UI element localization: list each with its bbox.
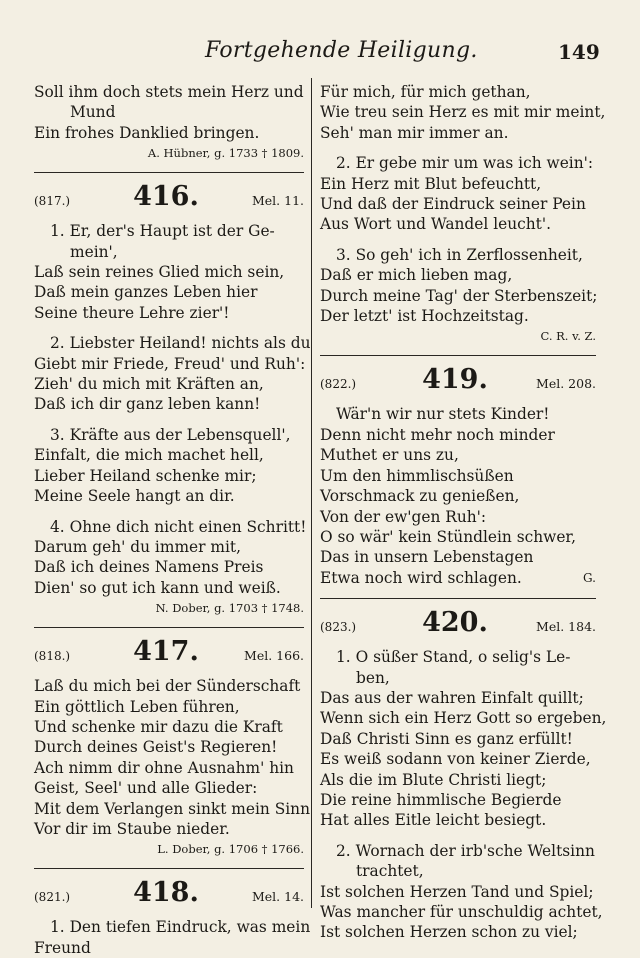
hymn-separator — [34, 627, 304, 628]
melody-reference: Mel. 166. — [244, 648, 304, 664]
verse-line: Soll ihm doch stets mein Herz und — [34, 83, 304, 101]
verse-line: Zieh' du mich mit Kräften an, — [34, 375, 264, 394]
verse-line: Lieber Heiland schenke mir; — [34, 466, 257, 485]
verse-line: Daß ich deines Namens Preis — [34, 558, 264, 577]
verse-line: Mund — [70, 103, 116, 122]
verse-line: 3. Kräfte aus der Lebensquell', — [50, 425, 291, 444]
hymn-separator — [320, 598, 596, 599]
verse-line: Dien' so gut ich kann und weiß. — [34, 578, 281, 597]
verse-line: Durch meine Tag' der Sterbenszeit; — [320, 286, 598, 305]
verse-line: trachtet, — [356, 862, 424, 881]
verse-line: Mit dem Verlangen sinkt mein Sinn — [34, 799, 311, 818]
verse-line: Als die im Blute Christi liegt; — [320, 770, 547, 789]
hymn-separator — [320, 355, 596, 356]
verse-line: 2. Wornach der irb'sche Weltsinn — [336, 841, 595, 860]
verse-line: Meine Seele hangt an dir. — [34, 487, 235, 506]
column-divider — [311, 78, 312, 908]
verse-line: Ist solchen Herzen Tand und Spiel; — [320, 882, 594, 901]
verse-line: Einfalt, die mich machet hell, — [34, 446, 264, 465]
melody-reference: Mel. 14. — [251, 889, 304, 905]
old-hymn-number: (817.) — [34, 194, 71, 209]
verse-line: 2. Er gebe mir um was ich wein': — [336, 154, 594, 173]
left-column — [34, 82, 311, 958]
carryover-hymn — [320, 82, 606, 345]
verse-line: 2. Liebster Heiland! nichts als du — [50, 334, 311, 353]
old-hymn-number: (823.) — [320, 620, 357, 635]
verse-line: 1. Den tiefen Eindruck, was mein — [50, 918, 311, 937]
hymn-420 — [320, 607, 607, 943]
hymn-header — [320, 607, 596, 647]
hymn-number: 418. — [133, 877, 199, 909]
verse-line: Giebt mir Friede, Freud' und Ruh': — [34, 354, 306, 373]
verse-line: Und daß der Eindruck seiner Pein — [320, 195, 586, 214]
hymn-418 — [34, 877, 311, 958]
verse-line: Freund — [34, 938, 91, 957]
hymn-header — [34, 877, 304, 917]
verse-line: Das in unsern Lebenstagen — [320, 548, 534, 567]
old-hymn-number: (818.) — [34, 649, 71, 664]
verse-line: Etwa noch wird schlagen. — [320, 568, 522, 587]
hymn-416 — [34, 181, 311, 617]
verse-line: O so wär' kein Stündlein schwer, — [320, 527, 576, 546]
verse-line: Daß ich dir ganz leben kann! — [34, 395, 261, 414]
verse-line: mein', — [70, 242, 118, 261]
verse-line: Das aus der wahren Einfalt quillt; — [320, 688, 584, 707]
old-hymn-number: (822.) — [320, 377, 357, 392]
right-column — [320, 82, 607, 943]
verse-line: Für mich, für mich gethan, — [320, 83, 531, 101]
hymn-number: 417. — [133, 636, 199, 668]
verse-line: Was mancher für unschuldig achtet, — [320, 903, 603, 921]
verse-line: Von der ew'gen Ruh': — [320, 507, 487, 526]
hymn-number: 416. — [133, 181, 199, 213]
verse-line: Hat alles Eitle leicht besiegt. — [320, 811, 547, 830]
verse-line: Es weiß sodann von keiner Zierde, — [320, 750, 591, 769]
verse-line: Daß mein ganzes Leben hier — [34, 283, 258, 302]
running-title: Fortgehende Heiligung. — [205, 38, 478, 63]
verse-line: 3. So geh' ich in Zerflossenheit, — [336, 245, 583, 264]
hymn-header — [34, 636, 304, 676]
verse-line: Die reine himmlische Begierde — [320, 790, 562, 809]
last-line-with-credit — [320, 568, 596, 588]
verse-line: Daß Christi Sinn es ganz erfüllt! — [320, 729, 573, 748]
verse-line: Der letzt' ist Hochzeitstag. — [320, 307, 529, 326]
old-hymn-number: (821.) — [34, 890, 71, 905]
verse-line: Ist solchen Herzen schon zu viel; — [320, 923, 578, 942]
verse-line: 1. Er, der's Haupt ist der Ge- — [50, 222, 275, 241]
verse-line: Wie treu sein Herz es mit mir meint, — [320, 103, 606, 122]
verse-line: Ach nimm dir ohne Ausnahm' hin — [34, 758, 294, 777]
verse-line: Um den himmlischsüßen — [320, 466, 514, 485]
hymn-separator — [34, 868, 304, 869]
verse-line: Seine theure Lehre zier'! — [34, 303, 230, 322]
verse-line: Muthet er uns zu, — [320, 446, 459, 465]
verse-line: Laß du mich bei der Sünderschaft — [34, 677, 301, 696]
verse-line: Darum geh' du immer mit, — [34, 537, 241, 556]
melody-reference: Mel. 208. — [536, 376, 596, 392]
author-credit: A. Hübner, g. 1733 † 1809. — [147, 146, 304, 161]
verse-line: Durch deines Geist's Regieren! — [34, 738, 278, 757]
verse-line: Denn nicht mehr noch minder — [320, 425, 555, 444]
carryover-verse — [34, 82, 304, 162]
page-number: 149 — [558, 40, 600, 64]
melody-reference: Mel. 11. — [251, 193, 304, 209]
author-credit: N. Dober, g. 1703 † 1748. — [155, 601, 304, 616]
verse-line: Vor dir im Staube nieder. — [34, 819, 230, 838]
hymn-419 — [320, 364, 596, 588]
verse-line: Aus Wort und Wandel leucht'. — [320, 215, 551, 234]
verse-line: ben, — [356, 668, 390, 687]
hymn-417 — [34, 636, 311, 858]
author-credit: G. — [583, 570, 596, 585]
verse-line: Wenn sich ein Herz Gott so ergeben, — [320, 709, 607, 728]
hymn-number: 420. — [422, 607, 488, 639]
hymn-header — [320, 364, 596, 404]
verse-line: Laß sein reines Glied mich sein, — [34, 263, 285, 282]
verse-line: 4. Ohne dich nicht einen Schritt! — [50, 517, 307, 536]
running-head — [0, 38, 640, 68]
verse-line: Geist, Seel' und alle Glieder: — [34, 779, 258, 798]
verse-line: Ein göttlich Leben führen, — [34, 697, 240, 716]
verse-line: Vorschmack zu genießen, — [320, 487, 520, 506]
verse-line: Seh' man mir immer an. — [320, 123, 509, 142]
verse-line: Ein frohes Danklied bringen. — [34, 123, 260, 142]
hymn-header — [34, 181, 304, 221]
hymn-number: 419. — [422, 364, 488, 396]
verse-line: 1. O süßer Stand, o selig's Le- — [336, 648, 571, 667]
verse-line: Daß er mich lieben mag, — [320, 266, 513, 285]
verse-line: Wär'n wir nur stets Kinder! — [336, 405, 550, 424]
melody-reference: Mel. 184. — [536, 619, 596, 635]
author-credit: C. R. v. Z. — [540, 329, 596, 344]
verse-line: Und schenke mir dazu die Kraft — [34, 717, 283, 736]
verse-line: Ein Herz mit Blut befeuchtt, — [320, 174, 542, 193]
hymn-separator — [34, 172, 304, 173]
author-credit: L. Dober, g. 1706 † 1766. — [157, 842, 304, 857]
